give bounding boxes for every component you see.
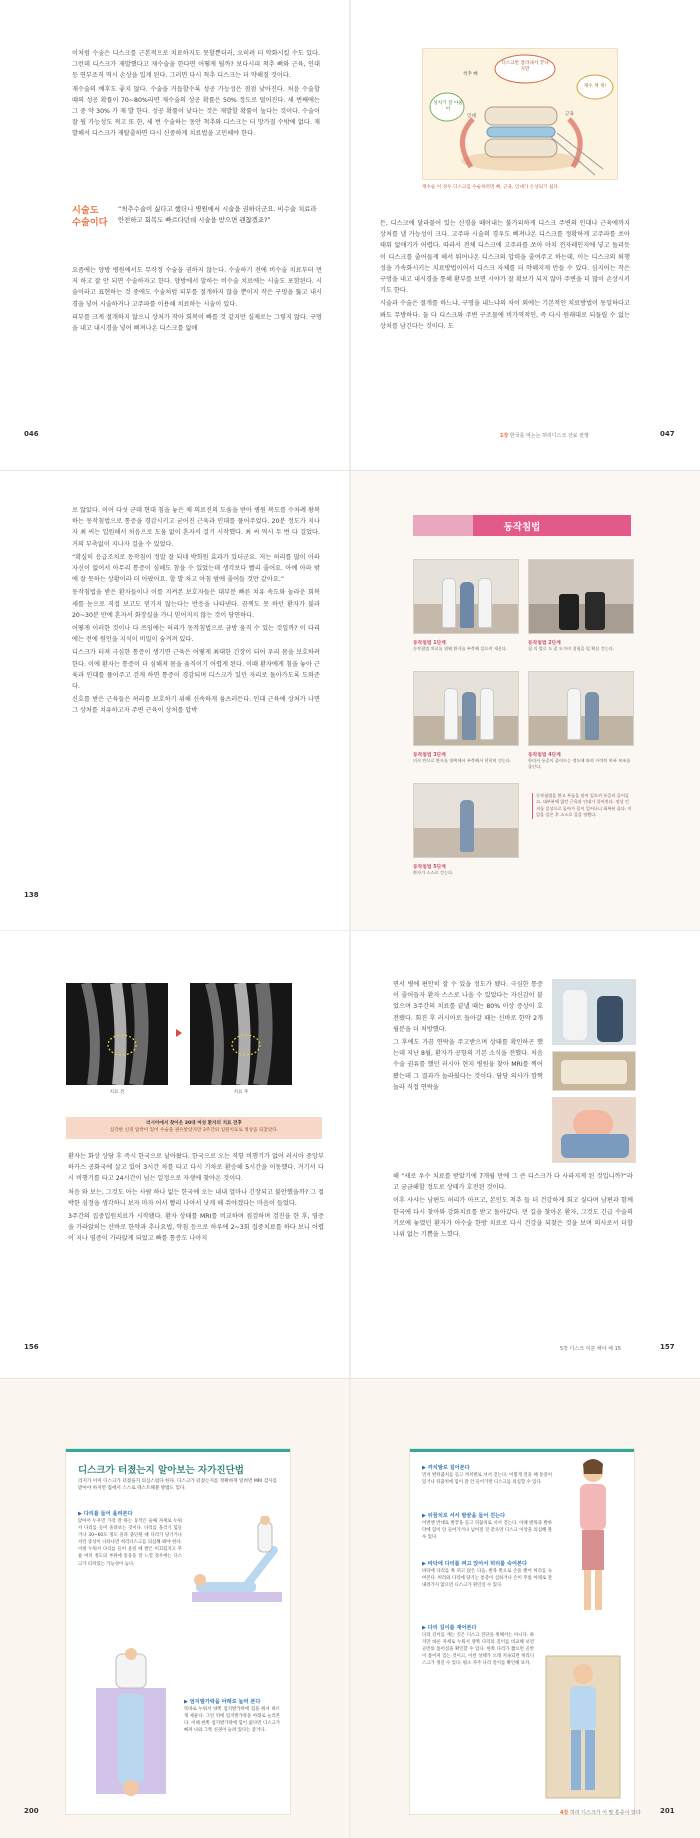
step-photo-5 <box>413 783 519 858</box>
paragraph: 시술과 수술은 절개를 하느냐, 구멍을 내느냐의 차이 외에는 기본적인 치료방법이 동일하다고 봐도 무방하다. 둘 다 디스크와 주변 구조물에 비가역적인, 즉 다시 원래대로 되돌릴 수 없는 상처를 남긴다는 것이다. 도 <box>380 300 630 330</box>
patient-quote: “척추수술이 싫다고 했더니 병원에서 시술을 권하더군요. 비수술 치료라 안전하고 회복도 빠르다던데 시술을 받으면 괜찮겠죠?” <box>118 205 317 225</box>
paragraph: 처음 와 보는, 그것도 아는 사람 하나 없는 한국에 오는 내내 얼마나 긴장되고 불안했을까? 그 절박한 심정을 생각하니 보자 마자 어서 빨리 나아서 낫게 해 줘야겠다는 마음이 들었다. <box>68 1188 324 1207</box>
label-muscle: 근육 <box>565 112 574 117</box>
bubble-text-right: 재수 재 재! <box>583 84 607 89</box>
paragraph: 이후 사샤는 남편도 허리가 아프고, 본인도 척추 들 더 건강하게 회고 싶다며 남편과 함께 한국에 다시 찾아와 강화치료를 받고 돌아갔다. 먼 길을 찾아온 환자, 그것도 긴급 수술의 기로에 놓였던 환자가 아수술 한방 치료로 다시 건강을 되찾은 것을 보며 의사로서 더할 나위 없는 기쁨을 느꼈다. <box>393 1197 633 1239</box>
step-title-4: 동작침법 4단계 <box>528 753 561 758</box>
running-header <box>500 432 589 439</box>
paragraph: 어떻게 이러한 것이나 다 쓰임에는 허리가 동작침법으로 금방 움직 수 있는 것일까? 이 다리에는 전에 원인을 지식이 비밀이 숨겨져 있다. <box>72 625 320 644</box>
step-desc-3: 의사 만으로 환자를 양쪽에서 부축해서 천천히 걷는다. <box>413 758 512 763</box>
section-heading: ▶ 다리 길이를 재어본다 <box>422 1625 477 1631</box>
page-number-right: 157 <box>660 1343 675 1351</box>
standing-woman-drawing <box>558 1458 628 1618</box>
page-gutter <box>349 471 351 930</box>
text-block-right-bottom <box>393 1171 633 1242</box>
page-number-left: 156 <box>24 1343 39 1351</box>
mri-caption-title: 러시아에서 찾아온 30대 여성 환자의 치료 전후 <box>146 1121 242 1126</box>
section-banner <box>413 515 631 536</box>
step-photo-3 <box>413 671 519 746</box>
mri-caption <box>66 1117 322 1139</box>
page-gutter <box>349 931 351 1378</box>
step-desc-1: 동작침법 치료를 위해 환자를 부축해 일으켜 세운다. <box>413 646 508 651</box>
side-note: 동작침법을 받고 무릎을 딛어 일으켜 통증의 줄어들고, 대부분에 없던 근육과 인대가 풀어진다. 정상 인지를 일상으로 돌아가 몸이 일어나니 회복된 줄다. 이 일을 일은 후 스스로 걸을 정했다. <box>532 793 632 819</box>
text-block-left <box>72 505 320 719</box>
paragraph: “확실히 응급조치로 동작침이 정말 잘 되네 박희원 효과가 있더군요. 저는 허리를 많이 아파 자신이 없어서 아무리 통증이 심해도 참을 수 있었는데 생각보다 빨리 줄어요. 아예 아파 밖에 잘 못하는 상황이라 더 아팠어요. 할 발 차고 아침 밤에 줄어들 것만 같아요.” <box>72 553 320 584</box>
mri-caption-desc: 심각한 신경 압박이 있어 수술을 권유받았지만 3주간의 입원치료로 정상을 되찾았다. <box>109 1128 279 1133</box>
page-number-left: 046 <box>24 430 39 438</box>
page-gutter <box>349 0 351 470</box>
spine-illustration <box>422 48 618 180</box>
section-text: 똑바로 누워서 양쪽 엄지발가락에 힘을 줘서 바르게 세운다. 그런 뒤에 엄지발가락을 아래로 눌러본다. 이때 한쪽 엄지발가락에 힘이 없다면 디스크가 빠져 나와 그쪽 신경이 눌려 있다는 증거다. <box>184 1707 280 1734</box>
section-subtitle <box>72 205 110 228</box>
paragraph: 이처럼 수술은 디스크를 근본적으로 치료하지도 못할뿐더러, 오히려 더 악화시킬 수도 있다. 그런데 디스크가 재발했다고 재수술을 한다면 어떻게 될까? 보다시피 척추 뼈와 근육, 인대 등 연부조직 역시 손상을 입게 된다. 그러면 다시 척추 디스크는 더 약해질 것이다. <box>72 50 320 80</box>
paragraph: 든, 디스크에 달라붙어 있는 신경을 떼어내는 불가피하게 디스크 주변의 인대나 근육에까지 상처를 낼 가능성이 크다. 고주파 시술의 경우도 삐져나온 디스크를 정확하게 고주파를 쏘아 태워 없애기가 어렵다. 따라서 전체 디스크에 고주파를 쏘아 마치 전자레인지에 넣고 돌리듯이 디스크를 줄어들게 해서 튀어나온 디스크의 압력을 줄여주고 하는데, 이는 디스크의 퇴행성을 가속화시키는 치료방법이어서 디스크 자체를 더 약해지게 만들 수 있다. 심지어는 작은 구멍을 내고 내시경을 통해 환부를 보면 시야가 잘 확보가 되지 않아 주변을 더 많이 손상시키기도 한다. <box>380 220 630 295</box>
spread-pages-156-157 <box>0 930 700 1378</box>
running-header: 5장 디스크 덕분 해야 해 15 <box>560 1346 621 1352</box>
section-text: 앉아서 누우면 가장 잘 하는 동작은 둘째 자세로 누워서 다리를 들어 올려보는 것이다. 다리를 올리기 힘들거나 30~60도 정도 올라 중단될 때 다리가 당기거나 저린 증상이 나타나면 허리디스크를 의심해 봐야 한다. 이럴 누워서 다리를 들어 올릴 때 발은 미끄럽지고 무릎 여러 정도의 부위에 통증을 잘 느낄 경우에는 디스크가 터져있는 가능성이 높다. <box>78 1519 182 1567</box>
step-desc-4: 한의사 통증이 줄어드는 정도에 따라 시야의 보폭 보조를 줄인다. <box>528 758 631 769</box>
arrow-right-icon <box>176 1029 182 1037</box>
step-title-2: 동작침법 2단계 <box>528 641 561 646</box>
spread-pages-046-047 <box>0 0 700 470</box>
label-ligament: 인대 <box>467 114 476 119</box>
figure-caption: 재수술 이 경우 디스크를 수술하려면 뼈, 근육, 인대가 손상되기 쉽다. <box>422 185 560 190</box>
section-text: 바닥에 다리를 쭉 펴고 앉은 다음, 발목 쪽으로 손을 뻗어 허리를 숙여본다. 허리와 다리에 당기는 통증이 심하거나 손이 무릎 아래로 잘 내려가지 않으면 디스크가 원인일 수 있다. <box>422 1569 552 1589</box>
clinic-photo-3 <box>552 1097 636 1163</box>
page-number-left: 200 <box>24 1807 39 1815</box>
toe-press-drawing <box>86 1648 176 1798</box>
paragraph: 해 “새로 우수 치료를 받았기에 7개월 만에 그 큰 디스크가 다 사라지게 된 것입니까?”라고 궁금해할 정도로 상태가 호전된 것이다. <box>393 1173 633 1192</box>
subtitle-line: 시술도 <box>72 205 99 216</box>
section-text: 다리 길이를 재는 것은 디스크 진단을 위해서는 아니다. 하지만 바른 자세로 누워서 양쪽 다리의 길이를 비교해 보면 골반의 틀어짐을 확인할 수 있다. 한쪽 다리가 짧으면 골반이 틀어져 있는 것이고, 이런 상태가 오래 지속되면 허리디스크가 생길 수 있다. 평소 자주 다리 길이를 확인해 보자. <box>422 1633 534 1667</box>
spread-pages-200-201 <box>0 1378 700 1838</box>
toe-press-illustration <box>86 1648 176 1798</box>
text-block-left-top <box>72 48 320 142</box>
step-photo-2 <box>528 559 634 634</box>
section-heading: ▶ 다리를 들어 올려본다 <box>78 1511 133 1517</box>
chapter-tag: 4장 <box>560 1810 569 1816</box>
paragraph: 재수술의 예후도 좋지 않다. 수술을 거듭할수록 성공 가능성은 점점 낮아진다. 처음 수술할 때의 성공 확률이 70~80%라면 재수술의 성공 확률은 50% 정도로 떨어진다. 세 번째에는 그 중 약 30% 가 재 발 한다. 성공 확률이 낮다는 것은 재발할 확률이 높다는 것이다. 수술이 잘 될 가능성도 적고 또 한, 세 번 수술하는 동안 척추와 디스크는 더 망가질 수밖에 없다. 재발해서 디스크가 재탈출하면 다시 신중하게 치료법을 고민해야 한다. <box>72 85 320 138</box>
chapter-title: 허리 디스크가 이 말 통증이 있다 <box>569 1810 641 1816</box>
bubble-text-left: 상처가 잘 아물어 <box>433 101 463 112</box>
bubble-text-top: 디스크만 잘라내서 끝나지만 <box>501 61 549 72</box>
leg-raise-illustration <box>188 1516 284 1616</box>
paragraph: 환자는 화상 상담 후 즉시 한국으로 날아왔다. 한국으로 오는 직항 비행기가 없어 러시아 중앙부 하카스 공화국에 살고 있어 3시간 차를 타고 다시 기차로 환승해 5시간을 이동했다. 거기서 다시 비행기를 타고 24시간이 넘는 일정으로 자생에 찾아온 것이다. <box>68 1153 324 1183</box>
text-block-right-top <box>393 979 543 1095</box>
text-block-left <box>68 1151 324 1247</box>
step-photo-1 <box>413 559 519 634</box>
section-heading: ▶ 엄지발가락을 아래로 눌러 본다 <box>184 1699 261 1705</box>
self-diagnosis-card-left <box>66 1449 290 1814</box>
section-text: 이번엔 반대로 발끝을 들고 뒤꿈치로 서서 걷는다. 이때 발목과 발바닥에 힘이 안 들어가거나 넘어질 것 같으면 디스크 이상을 의심해 볼 수 있다. <box>422 1521 552 1541</box>
paragraph: 3주간의 집중입원치료가 시작됐다. 환자 상태를 MRI를 비교하며 점검하며 검진을 한 후, 염증을 가라앉히는 산바로 한약과 추나요법, 약침 등으로 하루에 2~3회 집중치료를 하다 보니 어렵이 지나 염증이 가라앉게 되었고 빠를 통증도 나아지 <box>68 1213 324 1243</box>
standing-woman-illustration <box>558 1458 628 1618</box>
lying-woman-drawing <box>540 1652 626 1802</box>
mri-scan-after <box>190 983 292 1085</box>
subtitle-line: 수술이다 <box>72 216 108 228</box>
text-block-right <box>380 218 630 334</box>
page-number-left: 138 <box>24 891 39 899</box>
spread-page-138 <box>0 470 700 930</box>
page-gutter <box>349 1379 351 1838</box>
card-title: 디스크가 터졌는지 알아보는 자가진단법 <box>78 1465 244 1476</box>
section-heading: ▶ 까치발로 걸어본다 <box>422 1465 470 1471</box>
step-title-1: 동작침법 1단계 <box>413 641 446 646</box>
clinic-photo-2 <box>552 1051 636 1091</box>
lying-woman-illustration <box>540 1652 626 1802</box>
mri-label-before: 치료 전 <box>109 1090 125 1095</box>
page-number-right: 047 <box>660 430 675 438</box>
paragraph: 동작침법을 받은 환자들이나 이를 지켜본 보호자들은 대부분 빠른 치유 속도와 놀라운 회복세를 눈으로 직접 보고도 믿기지 않는다는 반응을 나타낸다. 끔찍도 못 하던 환자가 불과 20~30분 만에 혼자서 화장실을 가니 믿어지지 않는 것이 당연하다. <box>72 589 320 619</box>
running-header <box>560 1809 641 1816</box>
mri-comparison <box>66 983 322 1117</box>
step-title-3: 동작침법 3단계 <box>413 753 446 758</box>
section-heading: ▶ 뒤꿈치로 서서 발끝을 들어 걷는다 <box>422 1513 506 1519</box>
clinic-photo-1 <box>552 979 636 1045</box>
step-desc-5: 환자가 스스로 걷는다. <box>413 870 454 875</box>
paragraph: 요즘에는 양방 병원에서도 무작정 수술을 권하지 않는다. 수술하기 전에 비수술 치료부터 먼저 하고 잘 안 되면 수술하자고 한다. 양방에서 말하는 비수술 치료에는 시술도 포함된다. 시술이라고 표현하는 것 중에도 수술처럼 피부를 절개하지 않을 뿐이지 작은 구멍을 뚫고 내시경을 넣어 시술하거나 고주파를 이용해 치료하는 시술이 있다. <box>72 267 322 308</box>
paragraph: 면서 병에 편안히 잘 수 있을 정도가 됐다. 극심한 통증이 줄어들자 환자 스스로 나올 수 있었다는 자신감이 붙었으며 3주간의 치료를 끝낼 때는 80% 이상 증상이 호전됐다. 회진 후 러시아로 돌아갈 때는 신바로 한약 2개월분을 더 처방했다. <box>393 981 543 1033</box>
chapter-title: 한국를 막는는 허리디스크 진료 전쟁 <box>509 433 589 439</box>
leg-raise-drawing <box>188 1516 284 1616</box>
step-photo-4 <box>528 671 634 746</box>
mri-label-after: 치료 후 <box>233 1090 249 1095</box>
paragraph: 디스크가 터져 극심한 통증이 생기면 근육은 어떻게 최대한 긴장이 되어 우리 몸을 보호하려 한다. 이에 환자는 통증이 더 심해져 몸을 움직이기 어렵게 된다. 이때 환자에게 침을 놓아 근육과 인대를 풀어주고 걷게 하면 통증이 경감되며 디스크가 있던 자리로 돌아가도록 도와준다. <box>72 649 320 691</box>
paragraph: 로 않았다. 이어 다섯 군데 현대 침을 놓은 채 의료진의 도움을 받아 병원 복도를 수차례 왕복하는 동작침법으로 통증을 경감시키고 굳어진 근육과 인대를 풀어주었다. 20분 정도가 지나자 최 씨는 입원해서 처음으로 도움 없이 혼자서 걸기 시작했다. 최 씨 역시 두 번 다 걸었다. 거의 부축없이 지나자 걸을 수 있었다. <box>72 507 320 548</box>
chapter-tag: 1장 <box>500 433 509 439</box>
label-vertebra: 척추 뼈 <box>463 72 478 77</box>
mri-after-image <box>190 983 292 1085</box>
mri-scan-before <box>66 983 168 1085</box>
mri-before-image <box>66 983 168 1085</box>
card-intro: 리지가 이미 디스크가 터졌을지 의심스럽다 한다. 디스크가 터졌는지를 정확하게 알려면 MRI 검사를 받아야 하지만 집에서 스스로 테스트해볼 방법도 있다. <box>78 1479 278 1491</box>
paragraph: 피부를 크게 절개하지 않으니 상처가 작아 회복이 빠를 것 같지만 실제로는 그렇지 않다. 구멍을 내고 내시경을 넣어 삐져나온 디스크를 없애 <box>72 313 322 333</box>
paragraph: 신호를 받은 근육들은 허리를 보호하기 위해 신속하게 움츠러든다. 인대 근육에 상처가 나면 그 상처를 치유하고자 주변 근육이 상처를 압박 <box>72 696 320 715</box>
banner-title: 동작침법 <box>503 521 541 533</box>
paragraph: 그 후에도 가끔 연락을 주고받으며 상태를 확인하곤 했는데 지난 8월, 환자가 공항의 기본 소식을 전했다. 처음 수술 권유를 했던 러시아 현지 병원을 찾아 MRI를 찍어봤는데 그 결과가 놀라웠다는 것이다. 담당 의사가 깜짝 놀라 직접 연락을 <box>393 1039 543 1091</box>
text-block-left-bottom <box>72 265 322 336</box>
self-diagnosis-card-right <box>410 1449 634 1814</box>
step-title-5: 동작침법 5단계 <box>413 865 446 870</box>
section-text: 먼저 발뒤꿈치를 들고 까치발로 서서 걷는다. 이렇게 걸을 때 통증이 있거나 뒤꿈치에 힘이 잘 안 들어가면 디스크를 의심할 수 있다. <box>422 1473 552 1486</box>
page-number-right: 201 <box>660 1807 675 1815</box>
step-desc-2: 침 의 발로 도 잘 도가며 경험을 밀 확실 걷는다. <box>528 646 615 651</box>
section-heading: ▶ 바닥에 다리를 펴고 앉아서 허리를 숙여본다 <box>422 1561 528 1567</box>
